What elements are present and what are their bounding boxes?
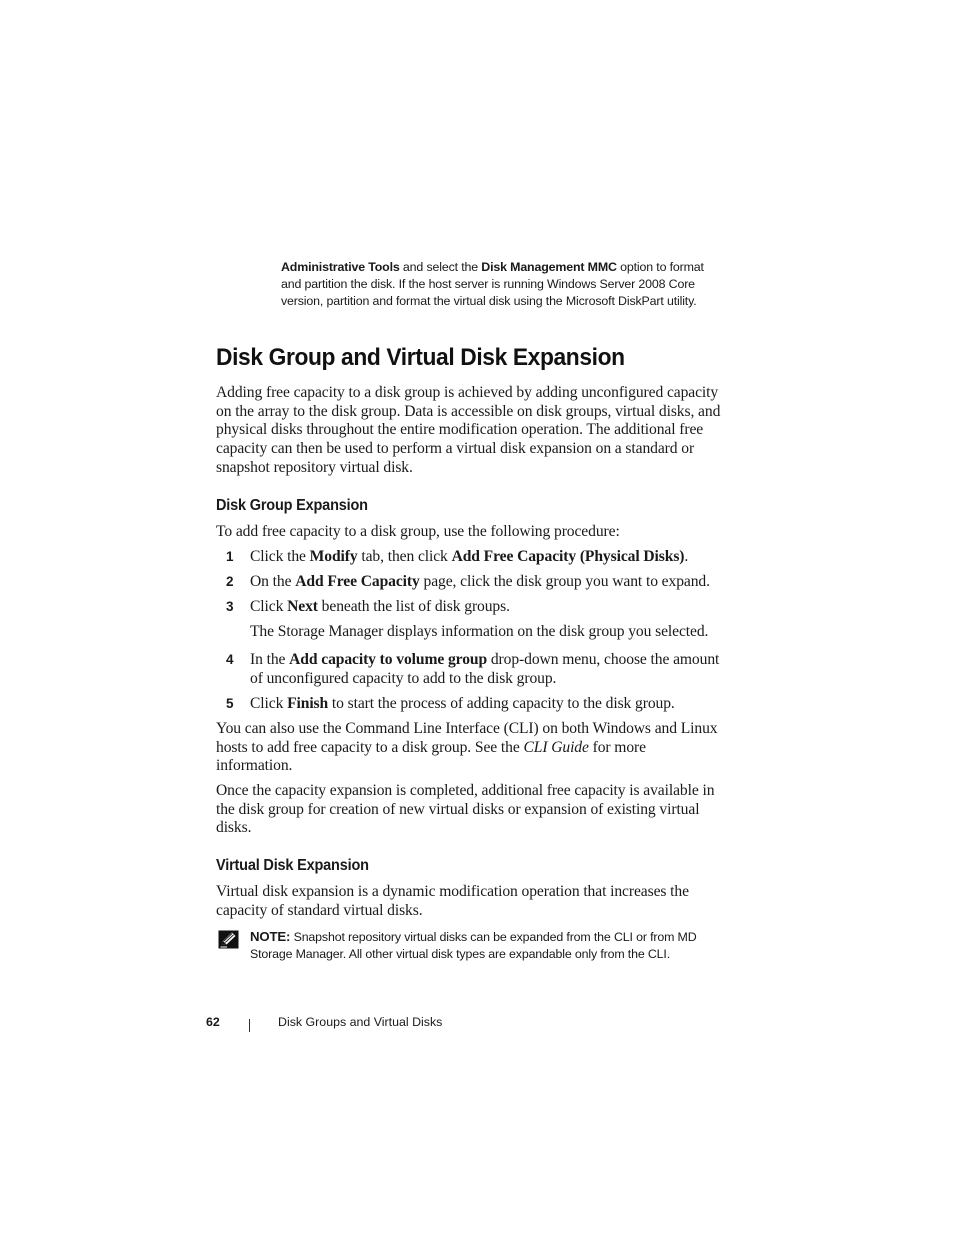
ui-term-add-free-capacity: Add Free Capacity	[295, 573, 420, 590]
virtual-disk-paragraph: Virtual disk expansion is a dynamic modification operation that increases the capacity of standard virtual disks.	[216, 883, 689, 919]
footer-divider	[249, 1019, 250, 1032]
ui-term-add-free-capacity-physical: Add Free Capacity (Physical Disks)	[451, 548, 685, 565]
ui-term-add-capacity-to-volume-group: Add capacity to volume group	[289, 651, 488, 668]
ui-term-next: Next	[287, 598, 318, 615]
note-label: NOTE:	[250, 929, 291, 944]
lead-note-bold-1: Administrative Tools	[281, 260, 400, 274]
step-text: Click Finish to start the process of adding capacity to the disk group.	[250, 695, 675, 712]
step-number: 1	[226, 549, 234, 564]
page-title: Disk Group and Virtual Disk Expansion	[216, 344, 625, 371]
lead-note	[281, 259, 721, 311]
step-text: On the Add Free Capacity page, click the disk group you want to expand.	[250, 573, 710, 590]
section-title-disk-group-expansion: Disk Group Expansion	[216, 497, 368, 514]
step-text: In the Add capacity to volume group drop-down menu, choose the amount of unconfigured capacity to add to the disk group.	[250, 651, 720, 687]
cli-paragraph: You can also use the Command Line Interface (CLI) on both Windows and Linux hosts to add free capacity to a disk group. See the CLI Guide for more information.	[216, 720, 718, 775]
footer-chapter-title: Disk Groups and Virtual Disks	[278, 1015, 443, 1029]
procedure-lead: To add free capacity to a disk group, use the following procedure:	[216, 523, 620, 540]
intro-paragraph: Adding free capacity to a disk group is achieved by adding unconfigured capacity on the array to the disk group. Data is accessible on disk groups, virtual disks, and physical disks throughout the entire modification operation. The additional free capacity can then be used to perform a virtual disk expansion on a standard or snapshot repository virtual disk.	[216, 384, 721, 476]
section-title-virtual-disk-expansion: Virtual Disk Expansion	[216, 857, 369, 874]
lead-note-bold-3: Disk Management MMC	[481, 260, 617, 274]
lead-note-text-2: and select the	[399, 260, 482, 274]
cli-guide-title: CLI Guide	[523, 738, 589, 756]
step-number: 4	[226, 652, 234, 667]
ui-term-modify: Modify	[309, 548, 358, 565]
pencil-note-icon	[218, 930, 239, 949]
step-number: 5	[226, 696, 234, 711]
step-result-text: The Storage Manager displays information on the disk group you selected.	[250, 623, 709, 640]
page-footer	[0, 1015, 954, 1035]
step-number: 2	[226, 574, 234, 589]
lead-note-text-4: option to format and partition the disk. If the host server is running Windows Server 2008 Core version, partition and format the virtual disk using the Microsoft DiskPart utility.	[281, 260, 704, 309]
step-text: Click Next beneath the list of disk groups.	[250, 598, 510, 615]
note-text: NOTE: Snapshot repository virtual disks can be expanded from the CLI or from MD Storage Manager. All other virtual disk types are expandable only from the CLI.	[250, 929, 697, 962]
step-number: 3	[226, 599, 234, 614]
after-expansion-paragraph: Once the capacity expansion is completed, additional free capacity is available in the disk group for creation of new virtual disks or expansion of existing virtual disks.	[216, 782, 715, 837]
ui-term-finish: Finish	[287, 695, 329, 712]
page-number: 62	[206, 1015, 220, 1029]
step-text: Click the Modify tab, then click Add Free Capacity (Physical Disks).	[250, 548, 689, 565]
